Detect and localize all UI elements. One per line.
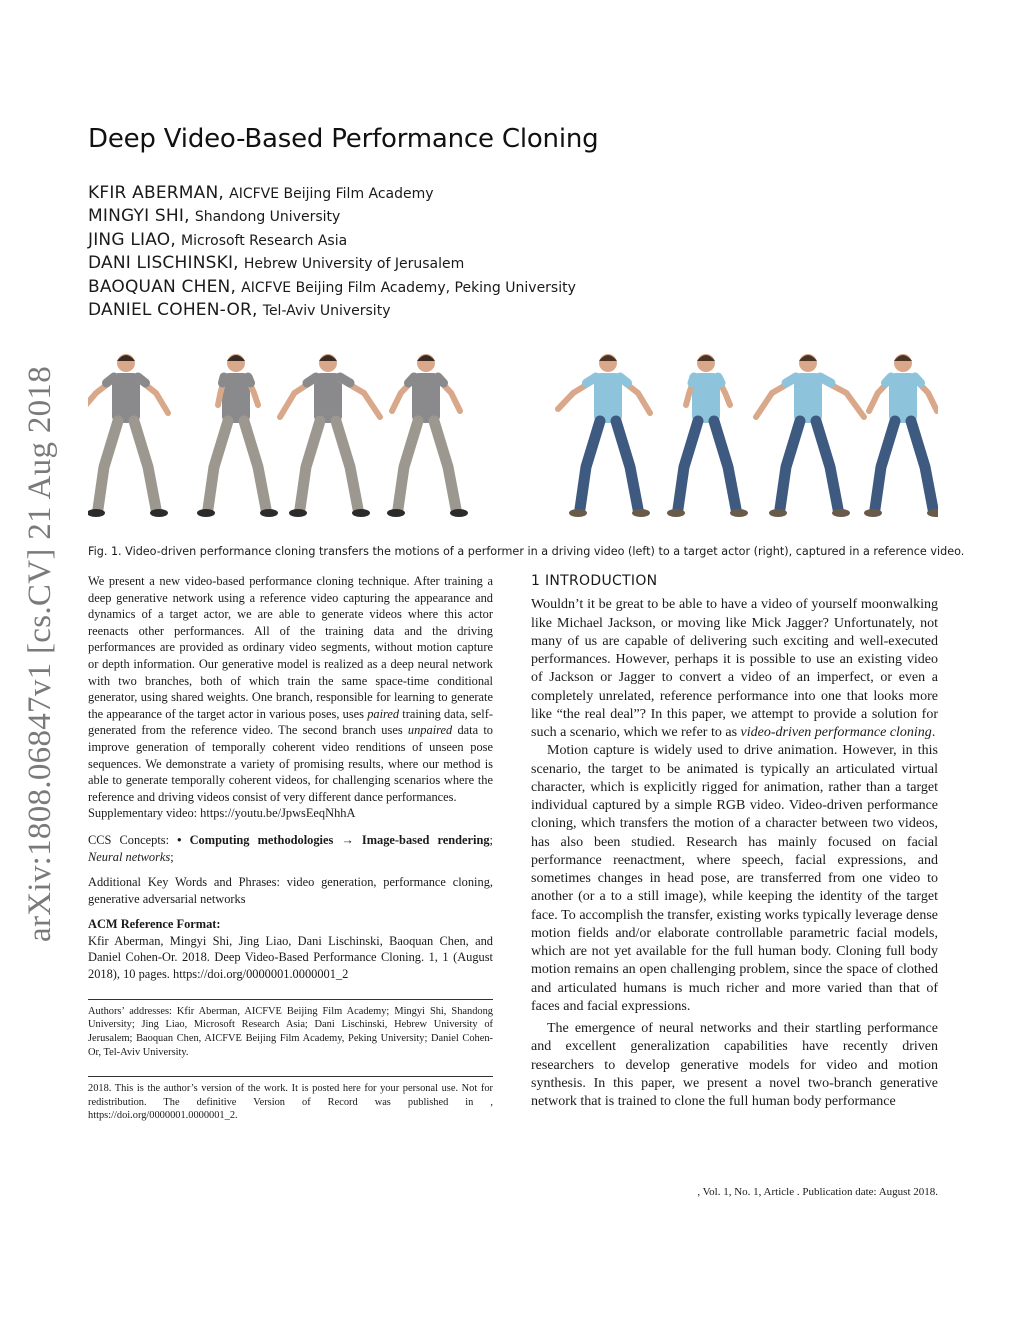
paper-title: Deep Video-Based Performance Cloning: [88, 124, 599, 154]
footnote-rule: [88, 1076, 493, 1077]
driving-performer-figure: [197, 354, 278, 517]
intro-paragraph: Motion capture is widely used to drive animation. However, in this scenario, the target to be animated is typically an articulated virtual character, which is explicitly rigged for animation, rather than a target individual captured by a simple RGB video. Video-driven performance cloning, which transfers the motion of a character between two videos, has also been studied. Research has mainly focused on facial performance reenactment, where speech, facial expressions, and sometimes changes in head pose, are transferred from one video to another (or a to a still image), while keeping the identity of the target face. To accomplish the transfer, existing works typically leverage dense motion fields and/or elaborate controllable parametric facial models, which are not yet available for the full human body. Cloning full body motion remains an open challenging problem, since the space of clothed and articulated humans is much richer and more varied than that of faces and facial expressions.: [531, 743, 938, 1014]
author-affiliation: Hebrew University of Jerusalem: [243, 256, 465, 273]
author-affiliation: AICFVE Beijing Film Academy: [229, 186, 434, 202]
author-line: [88, 253, 576, 276]
author-list: [88, 183, 576, 323]
author-line: [88, 206, 576, 229]
author-name: BAOQUAN CHEN,: [88, 276, 237, 297]
acm-reference-heading: ACM Reference Format:: [88, 917, 221, 932]
acm-reference-text: Kfir Aberman, Mingyi Shi, Jing Liao, Dani Lischinski, Baoquan Chen, and Daniel Cohen-Or. 2018. Deep Video-Based Performance Cloning. 1, 1 (August 2018), 10 pages. https://doi.org/0000001.0000001_2: [88, 933, 493, 982]
driving-performer-figure: [280, 354, 380, 517]
authors-addresses-footnote: Authors’ addresses: Kfir Aberman, AICFVE Beijing Film Academy; Mingyi Shi, Shandong University; Jing Liao, Microsoft Research Asia; Dani Lischinski, Hebrew University of Jerusalem; Baoquan Chen, AICFVE Beijing Film Academy, Peking University; Daniel Cohen-Or, Tel-Aviv University.: [88, 1005, 493, 1059]
author-name: JING LIAO,: [88, 229, 176, 250]
driving-performer-figure: [88, 354, 168, 517]
teaser-figure: [88, 345, 938, 520]
intro-paragraph: The emergence of neural networks and their startling performance and excellent generalization capabilities have recently driven researchers to develop generative models for video and motion synthesis. In this paper, we present a novel two-branch generative network that is trained to clone the full human body performance: [531, 1021, 938, 1109]
left-column: [88, 573, 493, 1123]
author-affiliation: Shandong University: [194, 209, 341, 226]
intro-paragraph: Wouldn’t it be great to be able to have a video of yourself moonwalking like Michael Jackson, or moving like Mick Jagger? Unfortunately, not many of us are capable of delivering such exciting and well-executed performances. However, perhaps it is possible to use an existing video of Jackson or Jagger to convert a video of an imperfect, or even a completely unrelated, reference performance into one that looks more like “the real deal”? In this paper, we attempt to provide a solution for such a scenario, which we refer to as video-driven performance cloning.: [531, 597, 938, 740]
supplementary-video-link[interactable]: Supplementary video: https://youtu.be/JpwsEeqNhhA: [88, 806, 356, 821]
target-actor-figure: [756, 354, 864, 517]
page-footer: , Vol. 1, No. 1, Article . Publication date: August 2018.: [697, 1186, 938, 1198]
author-affiliation: Tel-Aviv University: [262, 302, 391, 319]
author-line: [88, 277, 576, 300]
version-footnote: 2018. This is the author’s version of the work. It is posted here for your personal use. Not for redistribution. The definitive Version of Record was published in , https://doi.org/0000001.0000001_2.: [88, 1082, 493, 1122]
section-heading-introduction: 1 INTRODUCTION: [531, 573, 658, 589]
target-actor-figure: [558, 354, 650, 517]
abstract: [88, 573, 493, 822]
abstract-text: We present a new video-based performance cloning technique. After training a deep generative network using a reference video capturing the appearance and dynamics of a target actor, we are able to generate videos where this actor reenacts other performances. All of the training data and the driving performances are provided as ordinary video segments, without motion capture or depth information. Our generative model is realized as a deep neural network with two branches, both of which train the same space-time conditional generator, using shared weights. One branch, responsible for learning to generate the appearance of the target actor in various poses, uses paired training data, self-generated from the reference video. The second branch uses unpaired data to improve generation of temporally coherent video renditions of unseen pose sequences. We demonstrate a variety of promising results, where our method is able to generate temporally coherent videos, for challenging scenarios where the reference and driving videos consist of very different dance performances.: [88, 574, 493, 804]
right-column: [531, 572, 938, 1111]
author-affiliation: AICFVE Beijing Film Academy, Peking University: [241, 279, 576, 296]
figure-caption: Fig. 1. Video-driven performance cloning transfers the motions of a performer in a driving video (left) to a target actor (right), captured in a reference video.: [88, 545, 965, 558]
footnote-rule: [88, 999, 493, 1000]
author-name: DANIEL COHEN-OR,: [88, 299, 258, 320]
author-line: [88, 230, 576, 253]
target-actor-figure: [667, 354, 748, 517]
author-affiliation: Microsoft Research Asia: [181, 232, 348, 249]
keywords: Additional Key Words and Phrases: video generation, performance cloning, generative adversarial networks: [88, 875, 493, 906]
author-name: KFIR ABERMAN,: [88, 183, 225, 203]
driving-performer-figure: [387, 354, 468, 517]
ccs-concepts: CCS Concepts: • Computing methodologies → Image-based rendering; Neural networks;: [88, 832, 493, 864]
author-name: DANI LISCHINSKI,: [88, 253, 239, 274]
arxiv-side-label: arXiv:1808.06847v1 [cs.CV] 21 Aug 2018: [22, 365, 58, 942]
author-name: MINGYI SHI,: [88, 206, 190, 227]
author-line: [88, 183, 576, 206]
target-actor-figure: [864, 354, 938, 517]
author-line: [88, 300, 576, 323]
